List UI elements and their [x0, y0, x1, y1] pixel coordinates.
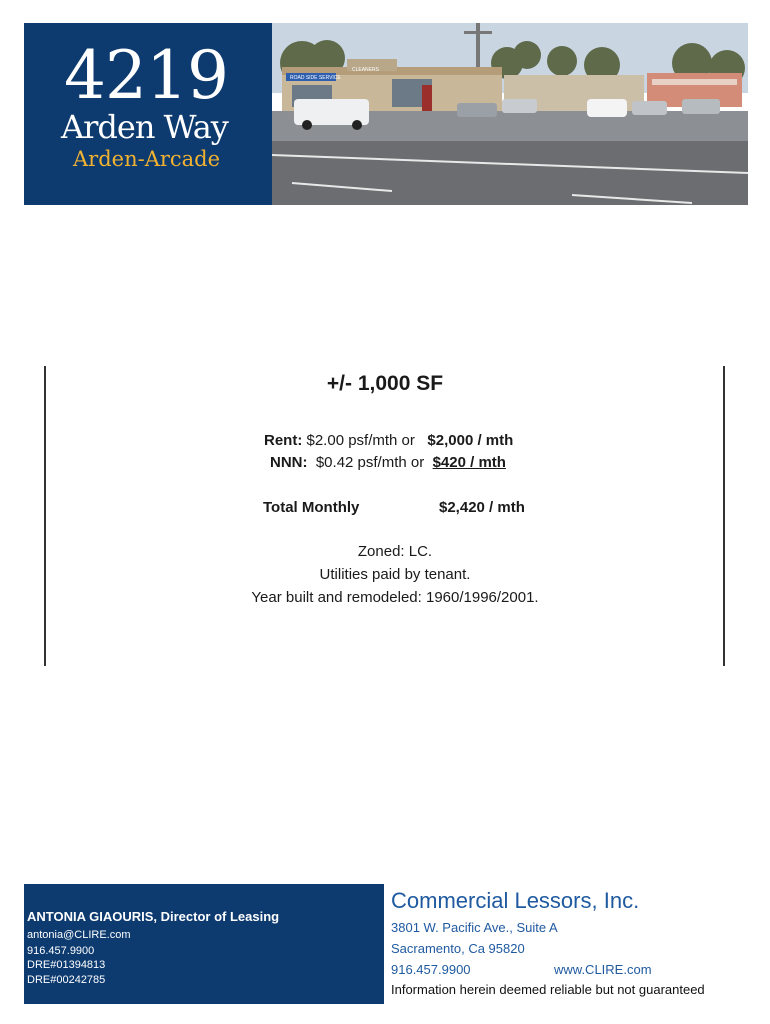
- contact-box: [24, 884, 384, 1004]
- title-block: [24, 23, 272, 205]
- total-label: Total Monthly: [263, 499, 360, 516]
- contact-dre-2: DRE#00242785: [27, 974, 106, 986]
- contact-dre-1: DRE#01394813: [27, 959, 106, 971]
- cleaners-sign: CLEANERS: [352, 67, 379, 73]
- square-footage: +/- 1,000 SF: [326, 372, 444, 395]
- company-name: Commercial Lessors, Inc.: [391, 888, 640, 913]
- nnn-psf: $0.42 psf/mth or: [315, 454, 425, 471]
- rent-line: [264, 432, 513, 449]
- company-website[interactable]: www.CLIRE.com: [554, 962, 652, 977]
- disclaimer: Information herein deemed reliable but not guaranteed: [391, 982, 705, 997]
- total-value: $2,420 / mth: [439, 499, 525, 516]
- company-address-1: 3801 W. Pacific Ave., Suite A: [391, 920, 558, 935]
- company-address-2: Sacramento, Ca 95820: [391, 941, 525, 956]
- nnn-line: [270, 454, 506, 471]
- nnn-total: $420 / mth: [432, 454, 506, 471]
- property-photo: [272, 23, 748, 205]
- property-number: 4219: [64, 37, 228, 114]
- rent-total: $2,000 / mth: [427, 432, 514, 449]
- year-built: Year built and remodeled: 1960/1996/2001.: [251, 589, 539, 606]
- utilities: Utilities paid by tenant.: [319, 566, 471, 583]
- company-phone: 916.457.9900: [391, 962, 471, 977]
- nnn-label: NNN:: [270, 454, 308, 471]
- left-rule: [44, 366, 46, 666]
- property-street: Arden Way: [61, 108, 228, 146]
- contact-phone: 916.457.9900: [27, 945, 95, 957]
- rent-label: Rent:: [264, 432, 303, 449]
- rent-psf: $2.00 psf/mth or: [306, 432, 415, 449]
- zoning: Zoned: LC.: [357, 543, 433, 560]
- contact-name: ANTONIA GIAOURIS, Director of Leasing: [27, 909, 280, 924]
- property-area: Arden-Arcade: [73, 147, 221, 171]
- road-service-sign: ROAD SIDE SERVICE: [290, 75, 341, 81]
- contact-email[interactable]: antonia@CLIRE.com: [27, 929, 131, 941]
- right-rule: [723, 366, 725, 666]
